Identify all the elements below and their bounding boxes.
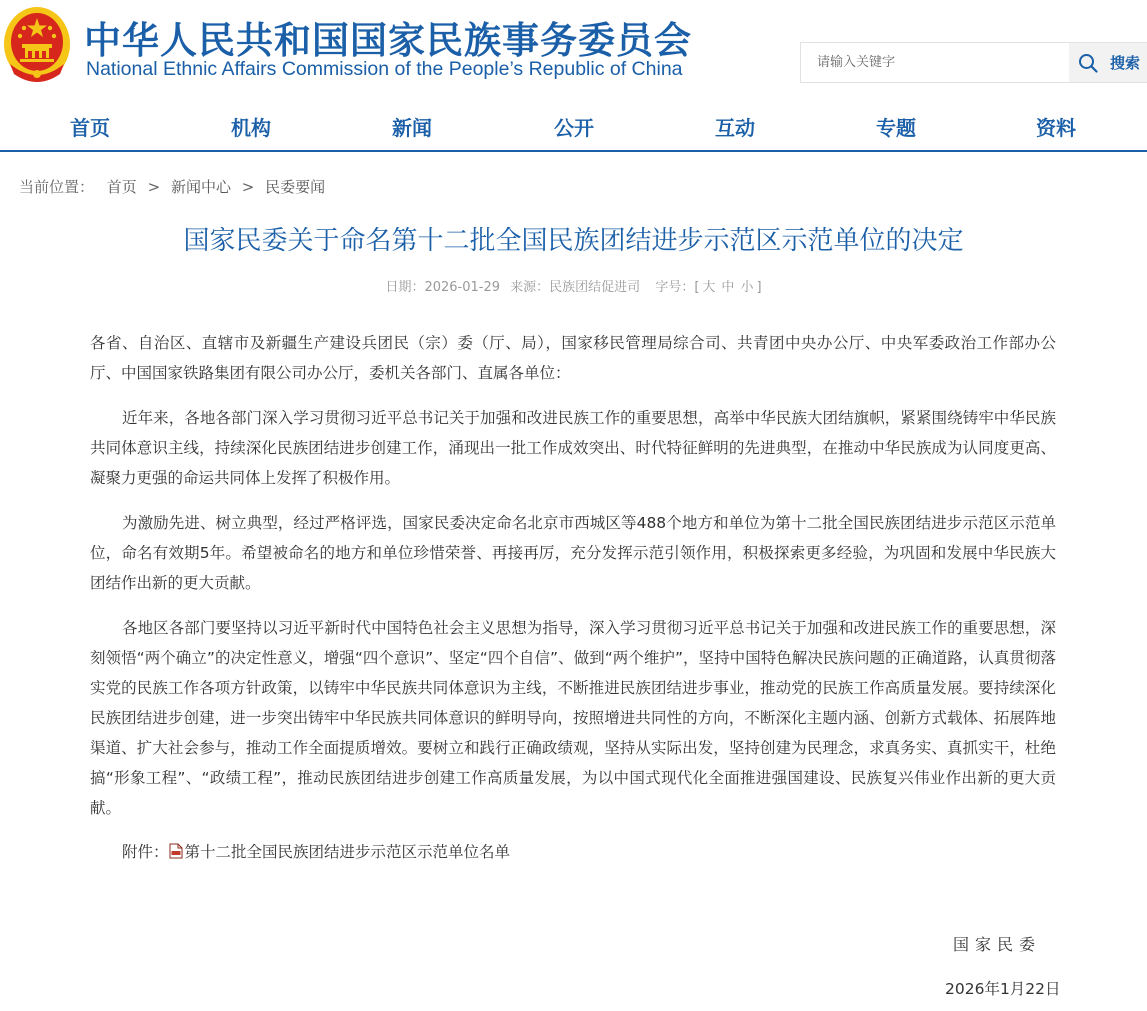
article-salutation: 各省、自治区、直辖市及新疆生产建设兵团民（宗）委（厅、局），国家移民管理局综合司、共青团中央办公厅、中央军委政治工作部办公厅、中国国家铁路集团有限公司办公厅，委机关各部门、直属各单位： — [90, 334, 1056, 382]
nav-item-news[interactable]: 新闻 — [392, 116, 432, 140]
article-meta — [0, 276, 1147, 295]
nav-item-public[interactable]: 公开 — [554, 116, 594, 140]
nav-item-topics[interactable]: 专题 — [876, 116, 916, 140]
breadcrumb — [19, 176, 325, 197]
site-title-en: National Ethnic Affairs Commission of the People’s Republic of China — [86, 58, 683, 80]
font-size-large-button[interactable]: 大 — [702, 280, 716, 295]
pdf-file-icon — [169, 843, 183, 859]
font-size-medium-button[interactable]: 中 — [721, 280, 735, 295]
nav-item-interaction[interactable]: 互动 — [715, 116, 755, 140]
nav-item-organization[interactable]: 机构 — [231, 116, 271, 140]
main-nav — [0, 104, 1147, 152]
article-title: 国家民委关于命名第十二批全国民族团结进步示范区示范单位的决定 — [183, 226, 964, 256]
article-paragraph: 为激励先进、树立典型，经过严格评选，国家民委决定命名北京市西城区等488个地方和单位为第十二批全国民族团结进步示范区示范单位，命名有效期5年。希望被命名的地方和单位珍惜荣誉、再接再厉，充分发挥示范引领作用，积极探索更多经验，为巩固和发展中华民族大团结作出新的更大贡献。 — [90, 514, 1056, 592]
search-box — [800, 42, 1147, 83]
attachment-label: 附件： — [122, 843, 169, 861]
breadcrumb-separator: > — [147, 178, 161, 196]
search-button-label: 搜索 — [1110, 54, 1141, 72]
breadcrumb-item-home[interactable]: 首页 — [106, 178, 137, 196]
nav-item-resources[interactable]: 资料 — [1036, 116, 1076, 140]
attachment — [122, 840, 510, 862]
nav-item-home[interactable]: 首页 — [70, 116, 110, 140]
article-paragraph: 各地区各部门要坚持以习近平新时代中国特色社会主义思想为指导，深入学习贯彻习近平总书记关于加强和改进民族工作的重要思想，深刻领悟“两个确立”的决定性意义，增强“四个意识”、坚定“四个自信”、做到“两个维护”，坚持中国特色解决民族问题的正确道路，认真贯彻落实党的民族工作各项方针政策，以铸牢中华民族共同体意识为主线，不断推进民族团结进步事业，推动党的民族工作高质量发展。要持续深化民族团结进步创建，进一步突出铸牢中华民族共同体意识的鲜明导向，按照增进共同性的方向，不断深化主题内涵、创新方式载体、拓展阵地渠道、扩大社会参与，推动工作全面提质增效。要树立和践行正确政绩观，坚持从实际出发，坚持创建为民理念，求真务实、真抓实干，杜绝搞“形象工程”、“政绩工程”，推动民族团结进步创建工作高质量发展，为以中国式现代化全面推进强国建设、民族复兴伟业作出新的更大贡献。 — [90, 619, 1056, 817]
national-emblem-icon[interactable] — [2, 4, 72, 84]
site-header — [0, 0, 1147, 100]
font-size-label: 字号：[ — [655, 280, 700, 295]
article-date: 日期：2026-01-29 — [385, 280, 501, 295]
site-title-cn: 中华人民共和国国家民族事务委员会 — [84, 19, 692, 62]
signature-date: 2026年1月22日 — [945, 980, 1061, 998]
article-body — [90, 328, 1056, 838]
breadcrumb-separator: > — [241, 178, 255, 196]
font-size-close: ] — [756, 280, 762, 295]
search-input[interactable] — [801, 43, 1069, 82]
breadcrumb-item-commission-news[interactable]: 民委要闻 — [265, 178, 326, 196]
signature: 国家民委 — [953, 935, 1042, 954]
breadcrumb-item-news-center[interactable]: 新闻中心 — [170, 178, 231, 196]
article-paragraph: 近年来，各地各部门深入学习贯彻习近平总书记关于加强和改进民族工作的重要思想，高举中华民族大团结旗帜，紧紧围绕铸牢中华民族共同体意识主线，持续深化民族团结进步创建工作，涌现出一批工作成效突出、时代特征鲜明的先进典型，在推动中华民族成为认同度更高、凝聚力更强的命运共同体上发挥了积极作用。 — [90, 409, 1056, 487]
breadcrumb-label: 当前位置： — [19, 178, 95, 196]
search-icon — [1077, 52, 1099, 74]
search-button[interactable] — [1069, 43, 1147, 82]
attachment-link[interactable]: 第十二批全国民族团结进步示范区示范单位名单 — [184, 843, 511, 861]
article-source: 来源：民族团结促进司 — [510, 280, 641, 295]
font-size-small-button[interactable]: 小 — [740, 280, 754, 295]
